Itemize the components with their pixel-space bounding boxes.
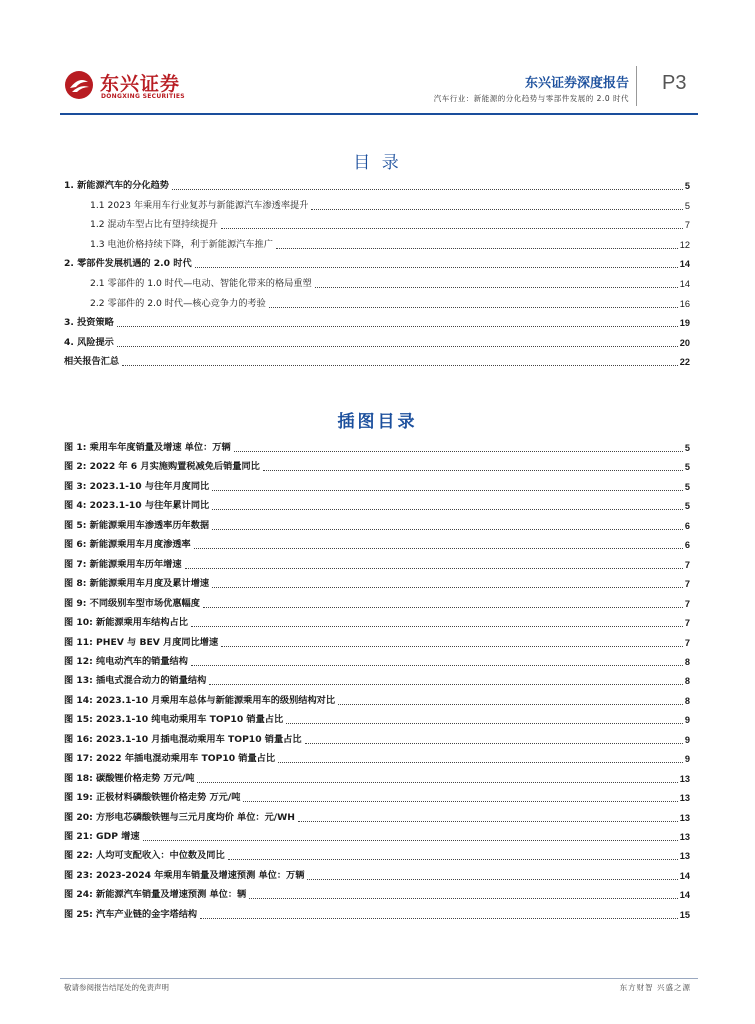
figure-entry-label: 图 4: 2023.1-10 与往年累计同比: [64, 500, 210, 512]
toc-entry-page: 12: [679, 239, 690, 250]
figure-entry-page: 8: [684, 695, 690, 706]
dot-leader: [228, 851, 678, 860]
toc-title: 目 录: [353, 153, 402, 173]
toc-entry[interactable]: [64, 315, 690, 329]
footer-rule: [60, 978, 698, 979]
dot-leader: [234, 443, 683, 452]
figure-entry[interactable]: [64, 732, 690, 746]
page-number: P3: [662, 72, 687, 94]
figure-entry[interactable]: [64, 810, 690, 824]
figure-entry[interactable]: [64, 479, 690, 493]
logo-english-name: DONGXING SECURITIES: [101, 93, 185, 100]
figure-entry-label: 图 5: 新能源乘用车渗透率历年数据: [64, 519, 210, 531]
toc-entry[interactable]: [64, 178, 690, 192]
dot-leader: [194, 540, 683, 549]
figure-entry-page: 6: [684, 540, 690, 551]
toc-entry-page: 19: [679, 318, 690, 329]
dot-leader: [315, 279, 678, 288]
report-subtitle: 汽车行业：新能源的分化趋势与零部件发展的 2.0 时代: [433, 94, 629, 103]
figure-entry[interactable]: [64, 518, 690, 532]
figure-entry-label: 图 23: 2023-2024 年乘用车销量及增速预测 单位：万辆: [64, 869, 305, 881]
dot-leader: [311, 201, 682, 210]
toc-entry-page: 5: [684, 200, 690, 211]
toc-entry[interactable]: [64, 296, 690, 310]
dot-leader: [221, 638, 683, 647]
figure-entry-page: 8: [684, 656, 690, 667]
dot-leader: [197, 774, 677, 783]
dot-leader: [269, 299, 678, 308]
figure-entry[interactable]: [64, 868, 690, 882]
figure-entry-label: 图 21: GDP 增速: [64, 831, 140, 842]
figure-entry-page: 7: [684, 618, 690, 629]
dot-leader: [276, 240, 678, 249]
figure-entry-page: 9: [684, 734, 690, 745]
dot-leader: [191, 618, 683, 627]
figure-entry[interactable]: [64, 537, 690, 551]
figure-entry-page: 14: [679, 890, 690, 901]
figure-entry-label: 图 20: 方形电芯磷酸铁锂与三元月度均价 单位：元/WH: [64, 811, 295, 823]
dot-leader: [249, 890, 678, 899]
figure-entry[interactable]: [64, 576, 690, 590]
dot-leader: [307, 871, 677, 880]
dot-leader: [212, 521, 683, 530]
footer-disclaimer: 敬请参阅报告结尾处的免责声明: [64, 983, 169, 992]
dot-leader: [278, 754, 683, 763]
figure-entry-label: 图 7: 新能源乘用车历年增速: [64, 558, 182, 570]
dot-leader: [122, 357, 678, 366]
figure-entry[interactable]: [64, 790, 690, 804]
figure-entry[interactable]: [64, 498, 690, 512]
figure-entry-label: 图 1: 乘用车年度销量及增速 单位：万辆: [64, 442, 231, 453]
toc-entry[interactable]: [64, 256, 690, 270]
dot-leader: [212, 482, 683, 491]
figure-entry-page: 5: [684, 443, 690, 453]
figure-entry-page: 13: [679, 851, 690, 862]
dot-leader: [191, 657, 683, 666]
dot-leader: [200, 910, 678, 919]
toc-entry[interactable]: [64, 335, 690, 349]
toc-entry-label: 3. 投资策略: [64, 317, 114, 329]
dot-leader: [338, 696, 683, 705]
company-logo: [64, 68, 214, 104]
dot-leader: [263, 462, 683, 471]
figure-entry[interactable]: [64, 829, 690, 843]
figure-entry-page: 7: [684, 559, 690, 570]
figure-entry[interactable]: [64, 459, 690, 473]
figure-entry-page: 5: [684, 462, 690, 473]
figure-entry-page: 5: [684, 481, 690, 492]
footer-slogan: 东方财智 兴盛之源: [619, 983, 691, 992]
figure-entry[interactable]: [64, 771, 690, 785]
toc-entry-page: 14: [679, 259, 690, 270]
toc-entry-label: 1.3 电池价格持续下降，利于新能源汽车推广: [90, 238, 273, 250]
toc-entry[interactable]: [64, 354, 690, 368]
figure-entry-label: 图 13: 插电式混合动力的销量结构: [64, 675, 207, 687]
dot-leader: [117, 338, 678, 347]
figure-entry-label: 图 17: 2022 年插电混动乘用车 TOP10 销量占比: [64, 753, 276, 765]
figure-entry[interactable]: [64, 615, 690, 629]
toc-entry-label: 相关报告汇总: [64, 356, 120, 368]
figure-entry[interactable]: [64, 440, 690, 454]
figure-entry-label: 图 25: 汽车产业链的金字塔结构: [64, 908, 198, 920]
toc-entry-page: 20: [679, 337, 690, 348]
toc-entry-label: 4. 风险提示: [64, 336, 114, 348]
figure-entry-page: 5: [684, 501, 690, 512]
figure-entry[interactable]: [64, 751, 690, 765]
dot-leader: [298, 813, 678, 822]
figure-entry[interactable]: [64, 693, 690, 707]
figure-entry-page: 9: [684, 754, 690, 765]
dongxing-logo-icon: [64, 70, 94, 100]
figure-entry-label: 图 19: 正极材料磷酸铁锂价格走势 万元/吨: [64, 792, 241, 804]
toc-entry-label: 2. 零部件发展机遇的 2.0 时代: [64, 258, 192, 270]
figure-entry-label: 图 18: 碳酸锂价格走势 万元/吨: [64, 772, 195, 784]
figure-entry[interactable]: [64, 887, 690, 901]
figure-entry[interactable]: [64, 596, 690, 610]
toc-entry[interactable]: [64, 198, 690, 212]
toc-entry-label: 1.2 混动车型占比有望持续提升: [90, 219, 218, 231]
toc-entry[interactable]: [64, 217, 690, 231]
toc-entry-page: 22: [679, 357, 690, 368]
header-rule: [60, 113, 698, 115]
figure-entry-label: 图 6: 新能源乘用车月度渗透率: [64, 539, 191, 551]
dot-leader: [143, 832, 678, 841]
figure-entry-page: 9: [684, 715, 690, 726]
dot-leader: [221, 220, 683, 229]
figure-entry-label: 图 12: 纯电动汽车的销量结构: [64, 655, 188, 667]
figure-entry-label: 图 11: PHEV 与 BEV 月度同比增速: [64, 636, 219, 648]
figure-entry-label: 图 3: 2023.1-10 与往年月度同比: [64, 480, 210, 492]
figure-entry-label: 图 10: 新能源乘用车结构占比: [64, 617, 188, 629]
figure-entry-label: 图 9: 不同级别车型市场优惠幅度: [64, 597, 200, 609]
figure-entry[interactable]: [64, 907, 690, 921]
toc-entry-label: 2.1 零部件的 1.0 时代—电动、智能化带来的格局重塑: [90, 278, 312, 289]
figure-entry[interactable]: [64, 712, 690, 726]
figure-entry[interactable]: [64, 635, 690, 649]
figure-entry-page: 8: [684, 676, 690, 687]
figure-entry[interactable]: [64, 673, 690, 687]
logo-chinese-name: 东兴证券: [100, 73, 181, 95]
dot-leader: [243, 793, 677, 802]
toc-entry[interactable]: [64, 237, 690, 251]
figure-entry-label: 图 24: 新能源汽车销量及增速预测 单位：辆: [64, 889, 247, 901]
toc-entry-page: 7: [684, 220, 690, 231]
figure-entry-label: 图 8: 新能源乘用车月度及累计增速: [64, 578, 210, 590]
figure-entry-page: 6: [684, 520, 690, 531]
figure-entry-page: 7: [684, 637, 690, 648]
figure-entry-label: 图 2: 2022 年 6 月实施购置税减免后销量同比: [64, 461, 260, 473]
dot-leader: [203, 599, 683, 608]
toc-entry[interactable]: [64, 276, 690, 290]
dot-leader: [286, 715, 683, 724]
dot-leader: [212, 501, 683, 510]
figure-entry[interactable]: [64, 557, 690, 571]
dot-leader: [305, 735, 683, 744]
figure-entry-page: 13: [679, 812, 690, 823]
report-title: 东兴证券深度报告: [524, 76, 629, 91]
figure-entry-label: 图 22: 人均可支配收入：中位数及同比: [64, 850, 225, 862]
figure-entry-page: 13: [679, 773, 690, 784]
figure-entry-page: 7: [684, 598, 690, 609]
dot-leader: [212, 579, 683, 588]
dot-leader: [209, 676, 683, 685]
figure-entry-label: 图 15: 2023.1-10 纯电动乘用车 TOP10 销量占比: [64, 714, 284, 726]
dot-leader: [172, 181, 683, 190]
figure-entry-page: 13: [679, 832, 690, 842]
toc-entry-page: 16: [679, 298, 690, 309]
figure-entry-page: 7: [684, 579, 690, 590]
figure-entry[interactable]: [64, 848, 690, 862]
dot-leader: [185, 560, 683, 569]
toc-entry-label: 1.1 2023 年乘用车行业复苏与新能源汽车渗透率提升: [90, 199, 309, 211]
figure-entry[interactable]: [64, 654, 690, 668]
figure-entry-page: 15: [679, 909, 690, 920]
page-header: [0, 0, 755, 120]
figure-entry-page: 13: [679, 793, 690, 804]
figure-entry-page: 14: [679, 870, 690, 881]
toc-entry-label: 1. 新能源汽车的分化趋势: [64, 180, 169, 191]
figures-title: 插图目录: [337, 412, 418, 432]
toc-entry-page: 14: [679, 279, 690, 289]
figure-entry-label: 图 16: 2023.1-10 月插电混动乘用车 TOP10 销量占比: [64, 733, 302, 745]
toc-entry-page: 5: [684, 181, 690, 191]
header-divider: [636, 66, 637, 106]
dot-leader: [195, 259, 678, 268]
figure-entry-label: 图 14: 2023.1-10 月乘用车总体与新能源乘用车的级别结构对比: [64, 694, 336, 706]
toc-entry-label: 2.2 零部件的 2.0 时代—核心竞争力的考验: [90, 297, 266, 309]
dot-leader: [117, 318, 678, 327]
